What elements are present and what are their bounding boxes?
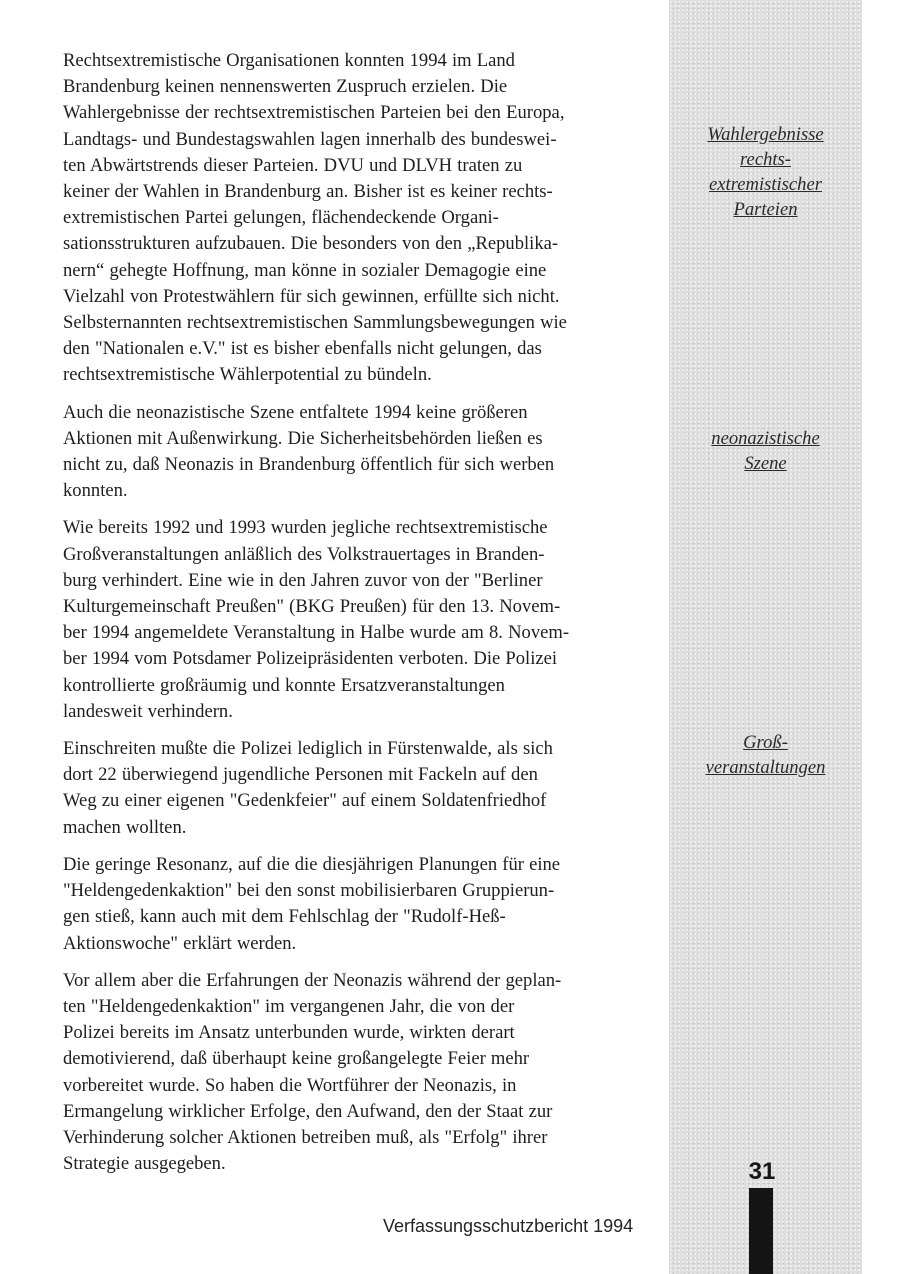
page-marker-bar — [749, 1188, 773, 1274]
margin-note-neonazi-scene: neonazistische Szene — [711, 428, 820, 474]
body-paragraph: Die geringe Resonanz, auf die die diesjährigen Planungen für eine "Heldengedenkaktion" bei den sonst mobilisierbaren Gruppierun- gen stieß, kann auch mit dem Fehlschlag der "Rudolf-Heß- Aktionswoche" erklärt werden. — [63, 853, 561, 954]
body-paragraph: Rechtsextremistische Organisationen konnten 1994 im Land Brandenburg keinen nennenswerten Zuspruch erzielen. Die Wahlergebnisse der rechtsextremistischen Parteien bei den Europa, Landtags- und Bundestagswahlen lagen innerhalb des bundeswei- ten Abwärtstrends dieser Parteien. DVU und DLVH traten zu keiner der Wahlen in Brandenburg an. Bisher ist es keiner rechts- extremistischen Partei gelungen, flächendeckende Organi- sationsstrukturen aufzubauen. Die besonders von den „Republika- nern“ gehegte Hoffnung, man könne in sozialer Demagogie eine Vielzahl von Protestwählern für sich gewinnen, erfüllte sich nicht. Selbsternannten rechtsextremistischen Sammlungsbewegungen wie den "Nationalen e.V." ist es bisher ebenfalls nicht gelungen, das rechtsextremistische Wählerpotential zu bündeln. — [63, 50, 567, 386]
main-text — [63, 48, 648, 1188]
page-number: 31 — [748, 1158, 776, 1185]
margin-note-large-events: Groß- veranstaltungen — [705, 732, 826, 778]
footer-title: Verfassungsschutzbericht 1994 — [383, 1216, 634, 1236]
body-paragraph: Wie bereits 1992 und 1993 wurden jegliche rechtsextremistische Großveranstaltungen anläßlich des Volkstrauertages in Branden- burg verhindert. Eine wie in den Jahren zuvor von der "Berliner Kulturgemeinschaft Preußen" (BKG Preußen) für den 13. Novem- ber 1994 angemeldete Veranstaltung in Halbe wurde am 8. Novem- ber 1994 vom Potsdamer Polizeipräsidenten verboten. Die Polizei kontrollierte großräumig und konnte Ersatzveranstaltungen landesweit verhindern. — [63, 517, 570, 722]
body-paragraph: Einschreiten mußte die Polizei lediglich in Fürstenwalde, als sich dort 22 überwiegend jugendliche Personen mit Fackeln auf den Weg zu einer eigenen "Gedenkfeier" auf einem Soldatenfriedhof machen wollten. — [63, 738, 553, 838]
margin-note-election-results: Wahlergebnisse rechts- extremistischer Parteien — [707, 124, 824, 220]
margin-sidebar — [669, 0, 862, 1274]
body-paragraph: Vor allem aber die Erfahrungen der Neonazis während der geplan- ten "Heldengedenkaktion" im vergangenen Jahr, die von der Polizei bereits im Ansatz unterbunden wurde, wirkten derart demotivierend, daß überhaupt keine großangelegte Feier mehr vorbereitet wurde. So haben die Wortführer der Neonazis, in Ermangelung wirklicher Erfolge, den Aufwand, den der Staat zur Verhinderung solcher Aktionen betreiben muß, als "Erfolg" ihrer Strategie ausgegeben. — [63, 969, 562, 1175]
body-paragraph: Auch die neonazistische Szene entfaltete 1994 keine größeren Aktionen mit Außenwirkung. Die Sicherheitsbehörden ließen es nicht zu, daß Neonazis in Brandenburg öffentlich für sich werben konnten. — [63, 401, 555, 502]
